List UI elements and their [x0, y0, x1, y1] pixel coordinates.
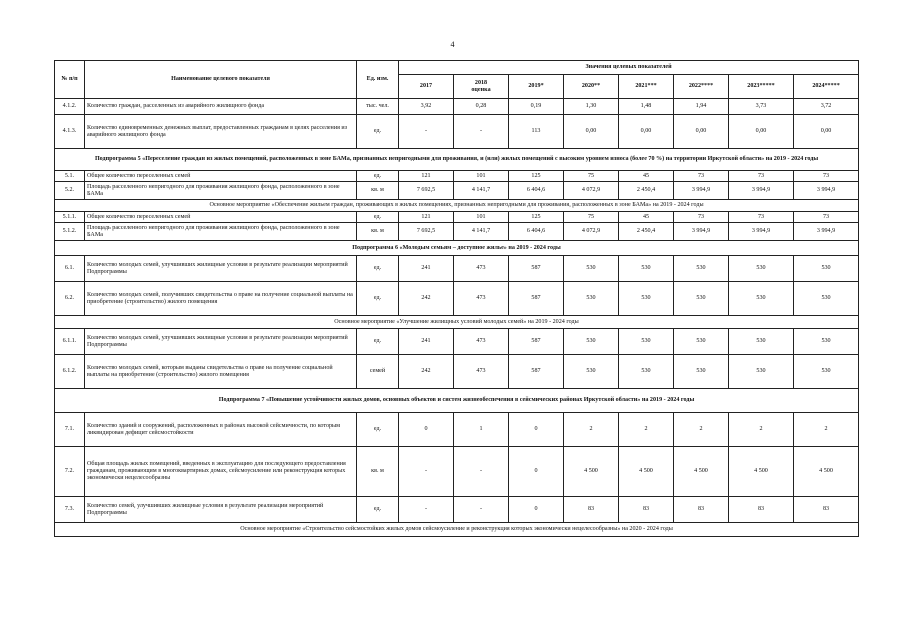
- value-cell: 101: [454, 171, 509, 182]
- header-year-label: 2022****: [688, 83, 714, 90]
- value-cell: 3 994,9: [674, 182, 729, 200]
- value-cell: 3 994,9: [794, 223, 859, 241]
- value-cell: 73: [794, 212, 859, 223]
- value-cell: 2: [794, 413, 859, 447]
- indicator-name: Общая площадь жилых помещений, введенных в эксплуатацию для последующего предоставления гражданам, проживающим в многоквартирных домах, сейсмоусиление или реконструкция которых экономически нецелесообразны: [85, 447, 357, 497]
- value-cell: 530: [729, 282, 794, 316]
- value-cell: 4 500: [674, 447, 729, 497]
- value-cell: 2 450,4: [619, 223, 674, 241]
- main-activity-row: [55, 316, 859, 329]
- value-cell: 3 994,9: [729, 182, 794, 200]
- row-number: 7.3.: [55, 497, 85, 523]
- value-cell: 2: [674, 413, 729, 447]
- header-year: [619, 75, 674, 99]
- table-row: [55, 256, 859, 282]
- unit-cell: ед.: [357, 212, 399, 223]
- value-cell: 73: [729, 212, 794, 223]
- value-cell: 587: [509, 282, 564, 316]
- value-cell: 530: [674, 355, 729, 389]
- header-year: [564, 75, 619, 99]
- value-cell: 0,00: [619, 115, 674, 149]
- value-cell: 73: [674, 212, 729, 223]
- unit-cell: кв. м: [357, 182, 399, 200]
- table-row: [55, 447, 859, 497]
- value-cell: 0,19: [509, 99, 564, 115]
- value-cell: 0,00: [729, 115, 794, 149]
- main-activity-row: [55, 200, 859, 212]
- indicator-name: Количество единовременных денежных выплат, предоставленных гражданам в целях расселения из аварийного жилищного фонда: [85, 115, 357, 149]
- value-cell: 3,73: [729, 99, 794, 115]
- subprogram-row: [55, 241, 859, 256]
- row-number: 4.1.3.: [55, 115, 85, 149]
- value-cell: 1,30: [564, 99, 619, 115]
- main-activity-title: Основное мероприятие «Обеспечение жильем граждан, проживающих в жилых помещениях, признанных непригодными для проживания, расположенных в зоне БАМа» на 2019 - 2024 годы: [55, 200, 859, 212]
- table-row: [55, 413, 859, 447]
- value-cell: 73: [674, 171, 729, 182]
- indicator-name: Количество граждан, расселенных из аварийного жилищного фонда: [85, 99, 357, 115]
- value-cell: 4 500: [729, 447, 794, 497]
- header-year: [454, 75, 509, 99]
- value-cell: 125: [509, 212, 564, 223]
- value-cell: 4 141,7: [454, 223, 509, 241]
- value-cell: 83: [674, 497, 729, 523]
- value-cell: 3 994,9: [674, 223, 729, 241]
- subprogram-row: [55, 389, 859, 413]
- indicator-name: Количество зданий и сооружений, расположенных в районах высокой сейсмичности, по которым ликвидирован дефицит сейсмостойкости: [85, 413, 357, 447]
- indicator-name: Количество молодых семей, получивших свидетельства о праве на получение социальной выплаты на приобретение (строительство) жилого помещения: [85, 282, 357, 316]
- value-cell: -: [399, 115, 454, 149]
- unit-cell: кв. м: [357, 447, 399, 497]
- value-cell: 587: [509, 329, 564, 355]
- header-year-label: 2018: [474, 79, 488, 86]
- table-row: [55, 223, 859, 241]
- value-cell: 6 404,6: [509, 182, 564, 200]
- value-cell: -: [399, 447, 454, 497]
- value-cell: 3,72: [794, 99, 859, 115]
- value-cell: 83: [619, 497, 674, 523]
- value-cell: 75: [564, 171, 619, 182]
- unit-cell: ед.: [357, 256, 399, 282]
- indicator-name: Площадь расселенного непригодного для проживания жилищного фонда, расположенного в зоне БАМа: [85, 182, 357, 200]
- header-unit: Ед. изм.: [357, 61, 399, 99]
- row-number: 6.1.1.: [55, 329, 85, 355]
- value-cell: -: [454, 447, 509, 497]
- table-row: [55, 282, 859, 316]
- target-indicators-table: [54, 60, 859, 537]
- value-cell: 530: [564, 282, 619, 316]
- value-cell: 101: [454, 212, 509, 223]
- table-row: [55, 355, 859, 389]
- unit-cell: тыс. чел.: [357, 99, 399, 115]
- page-number: 4: [450, 40, 455, 49]
- value-cell: 530: [564, 256, 619, 282]
- table-row: [55, 212, 859, 223]
- indicator-name: Общее количество переселенных семей: [85, 212, 357, 223]
- unit-cell: ед.: [357, 413, 399, 447]
- header-year-label: 2021***: [635, 83, 657, 90]
- header-year: [794, 75, 859, 99]
- value-cell: 473: [454, 256, 509, 282]
- value-cell: 125: [509, 171, 564, 182]
- value-cell: 530: [619, 329, 674, 355]
- value-cell: 4 072,9: [564, 182, 619, 200]
- unit-cell: кв. м: [357, 223, 399, 241]
- value-cell: 530: [619, 256, 674, 282]
- value-cell: 7 692,5: [399, 182, 454, 200]
- value-cell: 530: [674, 256, 729, 282]
- value-cell: 242: [399, 282, 454, 316]
- unit-cell: ед.: [357, 282, 399, 316]
- indicator-name: Количество молодых семей, улучшивших жилищные условия в результате реализации мероприятий Подпрограммы: [85, 329, 357, 355]
- row-number: 7.1.: [55, 413, 85, 447]
- indicator-name: Количество молодых семей, которым выданы свидетельства о праве на получение социальной выплаты на приобретение (строительство) жилого помещения: [85, 355, 357, 389]
- value-cell: 4 072,9: [564, 223, 619, 241]
- value-cell: 0: [509, 447, 564, 497]
- value-cell: 530: [564, 355, 619, 389]
- value-cell: 587: [509, 256, 564, 282]
- main-activity-row: [55, 523, 859, 537]
- unit-cell: ед.: [357, 329, 399, 355]
- value-cell: 241: [399, 256, 454, 282]
- unit-cell: ед.: [357, 115, 399, 149]
- value-cell: -: [454, 115, 509, 149]
- value-cell: 0,28: [454, 99, 509, 115]
- table-row: [55, 329, 859, 355]
- table-body: [55, 99, 859, 537]
- value-cell: 473: [454, 329, 509, 355]
- value-cell: 0,00: [794, 115, 859, 149]
- header-year: [729, 75, 794, 99]
- table-row: [55, 497, 859, 523]
- indicator-name: Площадь расселенного непригодного для проживания жилищного фонда, расположенного в зоне БАМа: [85, 223, 357, 241]
- value-cell: 530: [794, 355, 859, 389]
- value-cell: 530: [729, 329, 794, 355]
- row-number: 6.2.: [55, 282, 85, 316]
- header-name: Наименование целевого показателя: [85, 61, 357, 99]
- row-number: 6.1.: [55, 256, 85, 282]
- value-cell: 530: [794, 282, 859, 316]
- header-year: [509, 75, 564, 99]
- value-cell: 4 141,7: [454, 182, 509, 200]
- header-year: [399, 75, 454, 99]
- main-activity-title: Основное мероприятие «Строительство сейсмостойких жилых домов сейсмоусиление и реконструкция которых экономически нецелесообразны» на 2020 - 2024 годы: [55, 523, 859, 537]
- row-number: 5.1.: [55, 171, 85, 182]
- header-year-label: 2019*: [528, 83, 544, 90]
- header-num: № п/п: [55, 61, 85, 99]
- value-cell: 530: [729, 355, 794, 389]
- value-cell: 73: [794, 171, 859, 182]
- unit-cell: ед.: [357, 171, 399, 182]
- indicator-name: Общее количество переселенных семей: [85, 171, 357, 182]
- main-activity-title: Основное мероприятие «Улучшение жилищных условий молодых семей» на 2019 - 2024 годы: [55, 316, 859, 329]
- value-cell: 530: [794, 256, 859, 282]
- value-cell: 530: [619, 355, 674, 389]
- value-cell: 530: [674, 282, 729, 316]
- table-row: [55, 171, 859, 182]
- value-cell: 45: [619, 171, 674, 182]
- indicator-name: Количество семей, улучшивших жилищные условия в результате реализации мероприятий Подпрограммы: [85, 497, 357, 523]
- value-cell: 530: [674, 329, 729, 355]
- table-row: [55, 115, 859, 149]
- row-number: 5.1.2.: [55, 223, 85, 241]
- header-values-group: Значения целевых показателей: [399, 61, 859, 75]
- unit-cell: ед.: [357, 497, 399, 523]
- value-cell: 83: [794, 497, 859, 523]
- value-cell: 121: [399, 212, 454, 223]
- value-cell: 530: [564, 329, 619, 355]
- header-year-label: 2020**: [581, 83, 601, 90]
- table-row: [55, 182, 859, 200]
- value-cell: 2: [619, 413, 674, 447]
- row-number: 5.1.1.: [55, 212, 85, 223]
- table-row: [55, 99, 859, 115]
- value-cell: 1: [454, 413, 509, 447]
- value-cell: 6 404,6: [509, 223, 564, 241]
- header-year-label: 2024*****: [812, 83, 840, 90]
- row-number: 6.1.2.: [55, 355, 85, 389]
- header-year: [674, 75, 729, 99]
- value-cell: 3 994,9: [729, 223, 794, 241]
- unit-cell: семей: [357, 355, 399, 389]
- subprogram-title: Подпрограмма 7 «Повышение устойчивости жилых домов, основных объектов и систем жизнеобеспечения в сейсмических районах Иркутской области» на 2019 - 2024 годы: [55, 389, 859, 413]
- value-cell: 2: [729, 413, 794, 447]
- value-cell: 2 450,4: [619, 182, 674, 200]
- value-cell: 530: [794, 329, 859, 355]
- value-cell: 0,00: [674, 115, 729, 149]
- value-cell: 0: [509, 413, 564, 447]
- value-cell: 473: [454, 282, 509, 316]
- row-number: 7.2.: [55, 447, 85, 497]
- value-cell: 1,94: [674, 99, 729, 115]
- value-cell: 4 500: [619, 447, 674, 497]
- row-number: 4.1.2.: [55, 99, 85, 115]
- value-cell: 3,92: [399, 99, 454, 115]
- subprogram-title: Подпрограмма 6 «Молодым семьям – доступное жилье» на 2019 - 2024 годы: [55, 241, 859, 256]
- value-cell: 530: [729, 256, 794, 282]
- value-cell: 4 500: [794, 447, 859, 497]
- header-year-label: 2023*****: [747, 83, 775, 90]
- header-year-label: 2017: [419, 83, 433, 90]
- value-cell: 45: [619, 212, 674, 223]
- value-cell: 1,48: [619, 99, 674, 115]
- value-cell: 83: [564, 497, 619, 523]
- value-cell: 73: [729, 171, 794, 182]
- value-cell: 4 500: [564, 447, 619, 497]
- value-cell: 3 994,9: [794, 182, 859, 200]
- value-cell: 530: [619, 282, 674, 316]
- value-cell: 0: [509, 497, 564, 523]
- value-cell: -: [454, 497, 509, 523]
- row-number: 5.2.: [55, 182, 85, 200]
- subprogram-title: Подпрограмма 5 «Переселение граждан из жилых помещений, расположенных в зоне БАМа, признанных непригодными для проживания, и (или) жилых помещений с высоким уровнем износа (более 70 %) на территории Иркутской области» на 2019 - 2024 годы: [55, 149, 859, 171]
- value-cell: 0: [399, 413, 454, 447]
- value-cell: 83: [729, 497, 794, 523]
- value-cell: 75: [564, 212, 619, 223]
- value-cell: 113: [509, 115, 564, 149]
- value-cell: 121: [399, 171, 454, 182]
- value-cell: -: [399, 497, 454, 523]
- subprogram-row: [55, 149, 859, 171]
- value-cell: 241: [399, 329, 454, 355]
- value-cell: 587: [509, 355, 564, 389]
- value-cell: 0,00: [564, 115, 619, 149]
- value-cell: 473: [454, 355, 509, 389]
- value-cell: 7 692,5: [399, 223, 454, 241]
- header-year-note: оценка: [471, 86, 491, 93]
- table-header: [55, 61, 859, 99]
- indicator-name: Количество молодых семей, улучшивших жилищные условия в результате реализации мероприятий Подпрограммы: [85, 256, 357, 282]
- value-cell: 242: [399, 355, 454, 389]
- value-cell: 2: [564, 413, 619, 447]
